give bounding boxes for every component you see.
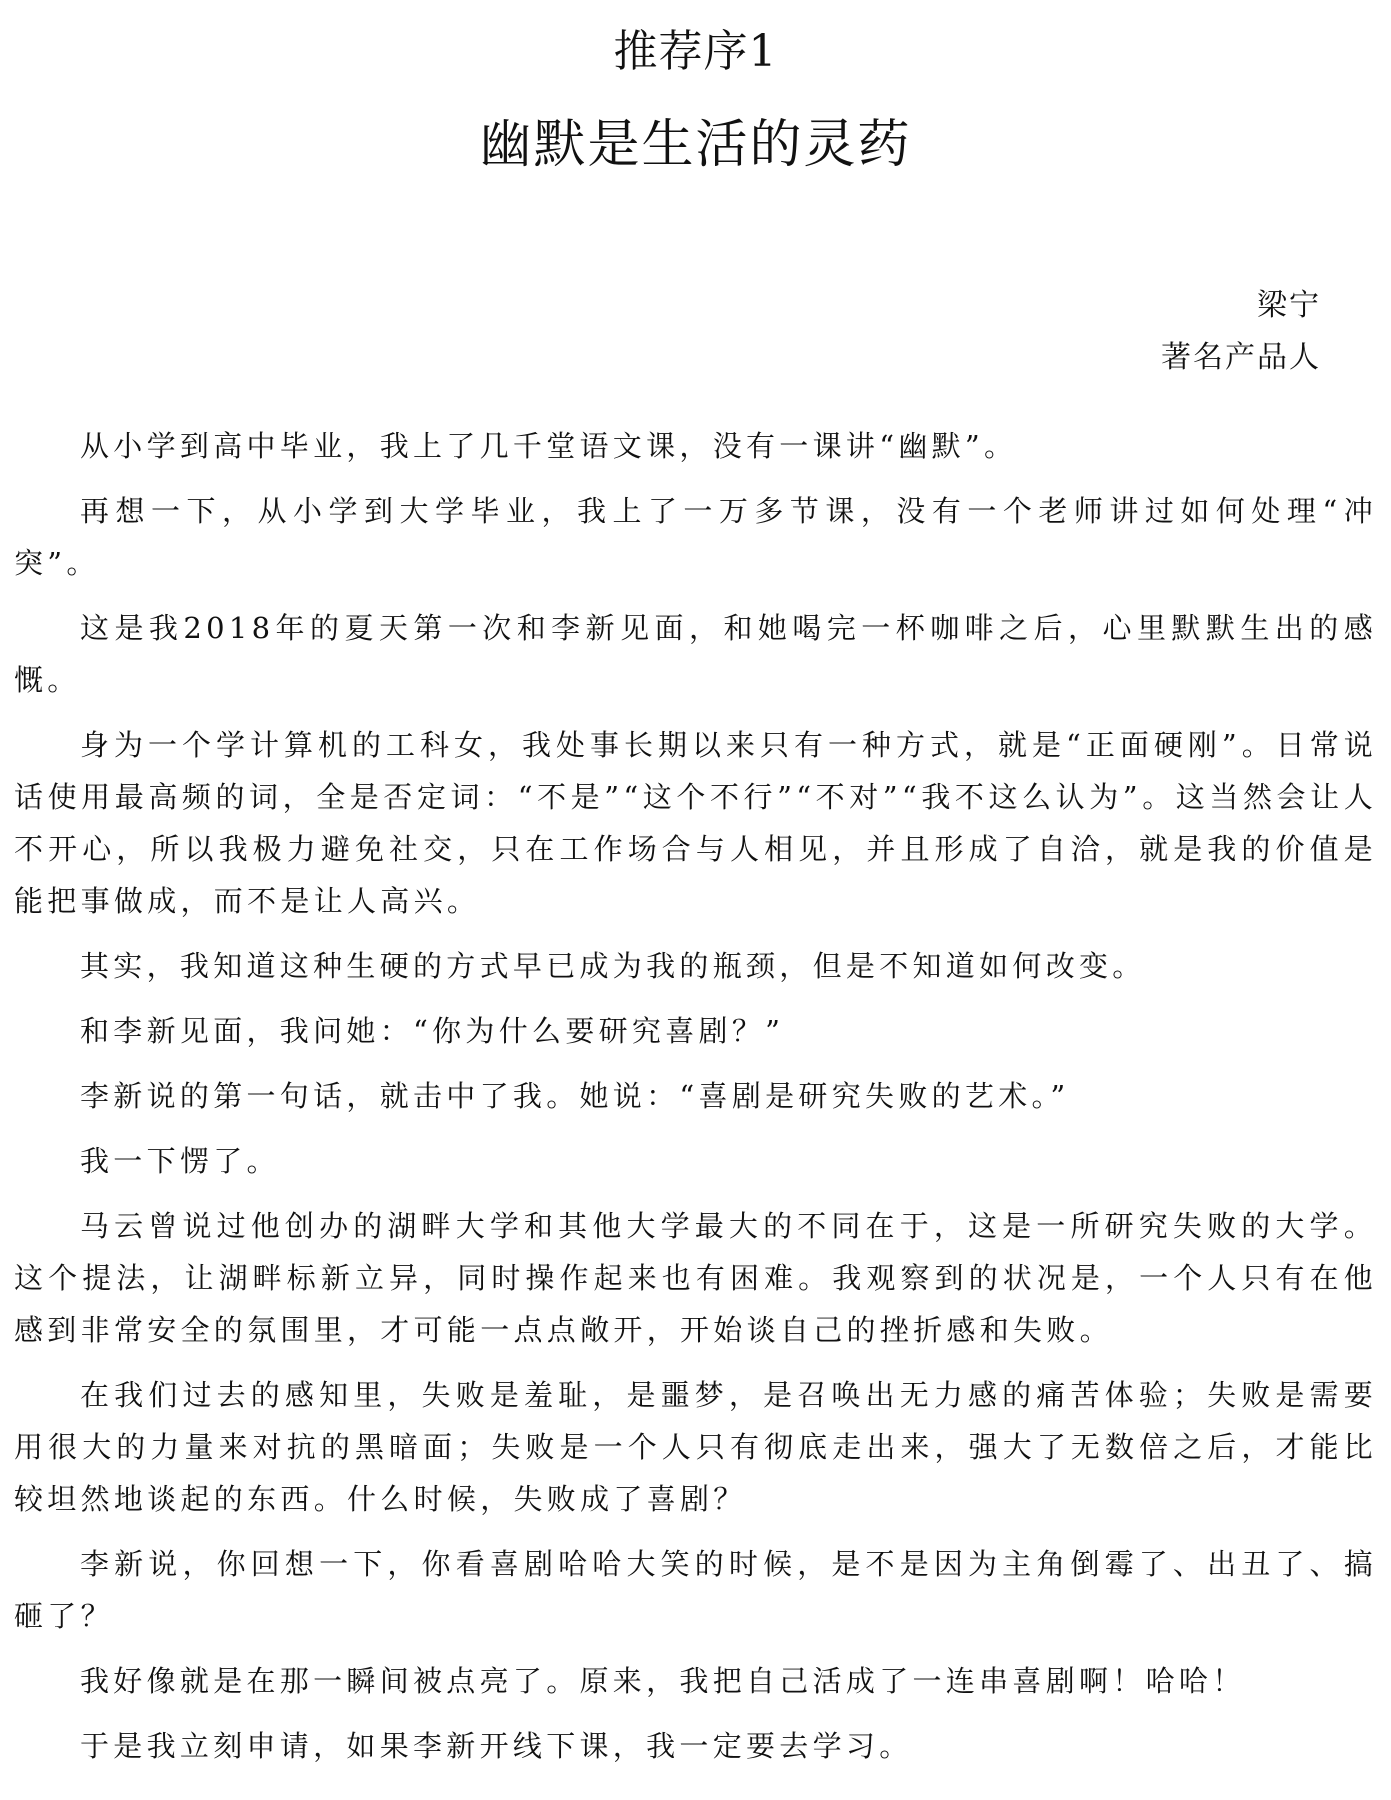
paragraph: 身为一个学计算机的工科女，我处事长期以来只有一种方式，就是“正面硬刚”。日常说话使用最高频的词，全是否定词：“不是”“这个不行”“不对”“我不这么认为”。这当然会让人不开心，所以我极力避免社交，只在工作场合与人相见，并且形成了自洽，就是我的价值是能把事做成，而不是让人高兴。 [14,728,1377,918]
paragraph: 李新说的第一句话，就击中了我。她说：“喜剧是研究失败的艺术。” [80,1079,1070,1113]
paragraph: 这是我2018年的夏天第一次和李新见面，和她喝完一杯咖啡之后，心里默默生出的感慨。 [14,611,1377,697]
paragraph: 从小学到高中毕业，我上了几千堂语文课，没有一课讲“幽默”。 [80,429,1018,463]
author-role: 著名产品人 [1161,340,1321,375]
paragraph: 再想一下，从小学到大学毕业，我上了一万多节课，没有一个老师讲过如何处理“冲突”。 [14,494,1377,580]
paragraph: 我好像就是在那一瞬间被点亮了。原来，我把自己活成了一连串喜剧啊！哈哈！ [80,1664,1246,1698]
paragraph: 于是我立刻申请，如果李新开线下课，我一定要去学习。 [80,1729,913,1763]
paragraph: 李新说，你回想一下，你看喜剧哈哈大笑的时候，是不是因为主角倒霉了、出丑了、搞砸了？ [14,1547,1377,1633]
body-text [14,420,1377,1785]
paragraph: 在我们过去的感知里，失败是羞耻，是噩梦，是召唤出无力感的痛苦体验；失败是需要用很大的力量来对抗的黑暗面；失败是一个人只有彻底走出来，强大了无数倍之后，才能比较坦然地谈起的东西。什么时候，失败成了喜剧？ [14,1378,1377,1516]
paragraph: 其实，我知道这种生硬的方式早已成为我的瓶颈，但是不知道如何改变。 [80,949,1146,983]
paragraph: 马云曾说过他创办的湖畔大学和其他大学最大的不同在于，这是一所研究失败的大学。这个提法，让湖畔标新立异，同时操作起来也有困难。我观察到的状况是，一个人只有在他感到非常安全的氛围里，才可能一点点敞开，开始谈自己的挫折感和失败。 [14,1209,1377,1347]
preface-label: 推荐序1 [613,26,778,77]
author-block [1161,280,1321,384]
author-name: 梁宁 [1257,288,1321,323]
paragraph: 我一下愣了。 [80,1144,280,1178]
page-title: 幽默是生活的灵药 [479,115,912,175]
paragraph: 和李新见面，我问她：“你为什么要研究喜剧？” [80,1014,785,1048]
